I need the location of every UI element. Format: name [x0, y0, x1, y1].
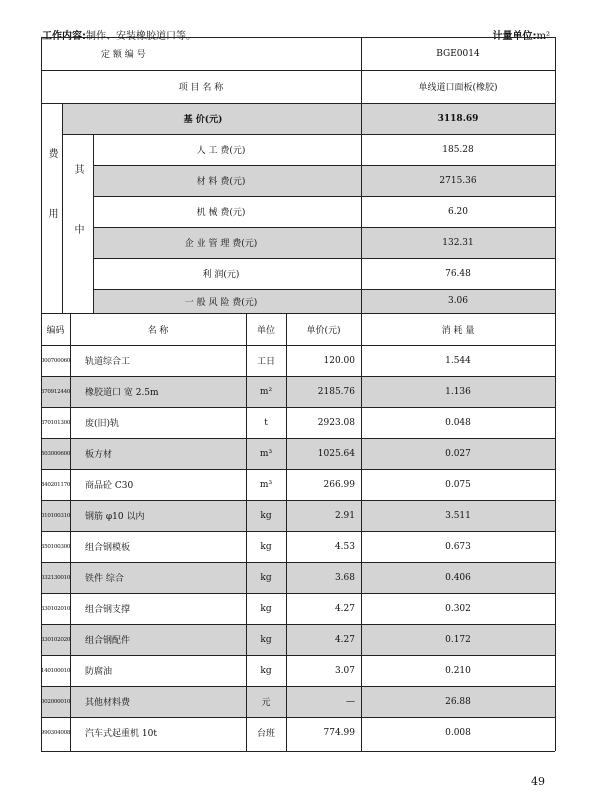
column-header-price: 单价(元): [306, 325, 341, 336]
row-code: 503000600: [40, 450, 71, 457]
row-price: 2923.08: [317, 417, 355, 428]
cost-item-value: 132.31: [442, 237, 474, 248]
row-code: 330102020: [40, 636, 71, 643]
cost-subgroup-label: 其中: [72, 163, 83, 284]
row-price: 774.99: [323, 727, 355, 738]
cost-item-value: 185.28: [442, 144, 474, 155]
row-name: 橡胶道口 宽 2.5m: [85, 388, 159, 398]
row-price: 4.27: [334, 603, 355, 614]
row-unit: kg: [260, 541, 272, 552]
row-code: 370101300: [40, 419, 71, 426]
cost-item-label: 人 工 费(元): [196, 146, 246, 156]
row-name: 组合钢配件: [85, 636, 131, 646]
quota-code-value: BGE0014: [436, 48, 480, 59]
grid-line: [93, 134, 94, 313]
row-price: 4.53: [334, 541, 355, 552]
row-code: 032130010: [40, 574, 71, 581]
row-code: 990304008: [40, 729, 71, 736]
row-unit: 台班: [256, 729, 275, 739]
grid-line: [70, 313, 71, 751]
quota-code-label: 定 额 编 号: [101, 50, 146, 60]
row-code: 140100010: [40, 667, 71, 674]
row-consumption: 0.075: [445, 479, 471, 490]
row-name: 轨道综合工: [85, 357, 131, 367]
cost-item-value: 76.48: [445, 268, 471, 279]
row-name: 组合钢模板: [85, 543, 131, 553]
quota-table: [41, 37, 555, 751]
cost-item-value: 2715.36: [439, 175, 477, 186]
row-consumption: 0.673: [445, 541, 471, 552]
quota-name-label: 项 目 名 称: [178, 83, 224, 93]
row-price: 120.00: [323, 355, 355, 366]
grid-line: [555, 37, 556, 751]
row-consumption: 1.544: [445, 355, 471, 366]
column-header-code: 编码: [46, 325, 65, 336]
row-unit: kg: [260, 572, 272, 583]
row-consumption: 26.88: [445, 696, 471, 707]
row-name: 其他材料费: [85, 698, 131, 708]
row-unit: kg: [260, 603, 272, 614]
cost-item-value: 3.06: [447, 296, 469, 306]
row-name: 板方材: [85, 450, 113, 460]
row-consumption: 0.027: [445, 448, 471, 459]
row-consumption: 0.048: [445, 417, 471, 428]
row-name: 商品砼 C30: [85, 481, 134, 491]
row-price: 1025.64: [317, 448, 355, 459]
row-name: 防腐油: [85, 667, 113, 677]
row-code: 330102010: [40, 605, 71, 612]
row-code: 350100300: [40, 543, 71, 550]
cost-item-label: 企 业 管 理 费(元): [184, 239, 258, 249]
grid-line: [41, 751, 555, 752]
row-consumption: 0.008: [445, 727, 471, 738]
row-price: 3.07: [334, 665, 355, 676]
cost-item-value: 6.20: [447, 206, 469, 217]
row-unit: m³: [259, 479, 273, 490]
row-consumption: 3.511: [445, 510, 471, 521]
cost-group-label: 费用: [46, 148, 57, 268]
row-name: 汽车式起重机 10t: [85, 729, 157, 739]
cost-item-label: 利 润(元): [202, 270, 240, 280]
row-unit: kg: [260, 634, 272, 645]
column-header-name: 名 称: [147, 325, 169, 336]
row-name: 组合钢支撑: [85, 605, 131, 615]
row-price: 266.99: [323, 479, 355, 490]
base-price-value: 3118.69: [437, 113, 479, 124]
base-price-label: 基 价(元): [183, 115, 223, 125]
row-unit: m³: [259, 448, 273, 459]
row-unit: kg: [260, 510, 272, 521]
row-unit: 元: [261, 698, 271, 708]
row-name: 废(旧)轨: [85, 419, 120, 429]
row-unit: 工日: [256, 357, 275, 367]
row-unit: t: [264, 417, 268, 428]
row-consumption: 0.406: [445, 572, 471, 583]
column-header-unit: 单位: [256, 325, 275, 336]
row-code: 840201170: [40, 481, 71, 488]
row-code: 002000010: [40, 698, 71, 705]
row-code: 010100310: [40, 512, 71, 519]
row-consumption: 1.136: [445, 386, 471, 397]
column-header-consumption: 消 耗 量: [441, 325, 475, 336]
row-consumption: 0.172: [445, 634, 471, 645]
cost-item-label: 机 械 费(元): [196, 208, 246, 218]
row-price: —: [346, 696, 355, 707]
row-price: 4.27: [334, 634, 355, 645]
row-price: 2185.76: [317, 386, 355, 397]
row-consumption: 0.210: [445, 665, 471, 676]
cost-item-label: 材 料 费(元): [196, 177, 246, 187]
page-number: 49: [531, 775, 545, 788]
row-unit: m²: [259, 386, 273, 397]
row-consumption: 0.302: [445, 603, 471, 614]
quota-name-value: 单线道口面板(橡胶): [418, 83, 498, 93]
row-code: 000700060: [40, 357, 71, 364]
row-code: 370912440: [40, 388, 71, 395]
row-price: 2.91: [334, 510, 355, 521]
row-name: 钢筋 φ10 以内: [85, 512, 145, 522]
cost-item-label: 一 般 风 险 费(元): [184, 297, 258, 308]
row-unit: kg: [260, 665, 272, 676]
row-name: 铁件 综合: [85, 574, 124, 584]
row-price: 3.68: [334, 572, 355, 583]
